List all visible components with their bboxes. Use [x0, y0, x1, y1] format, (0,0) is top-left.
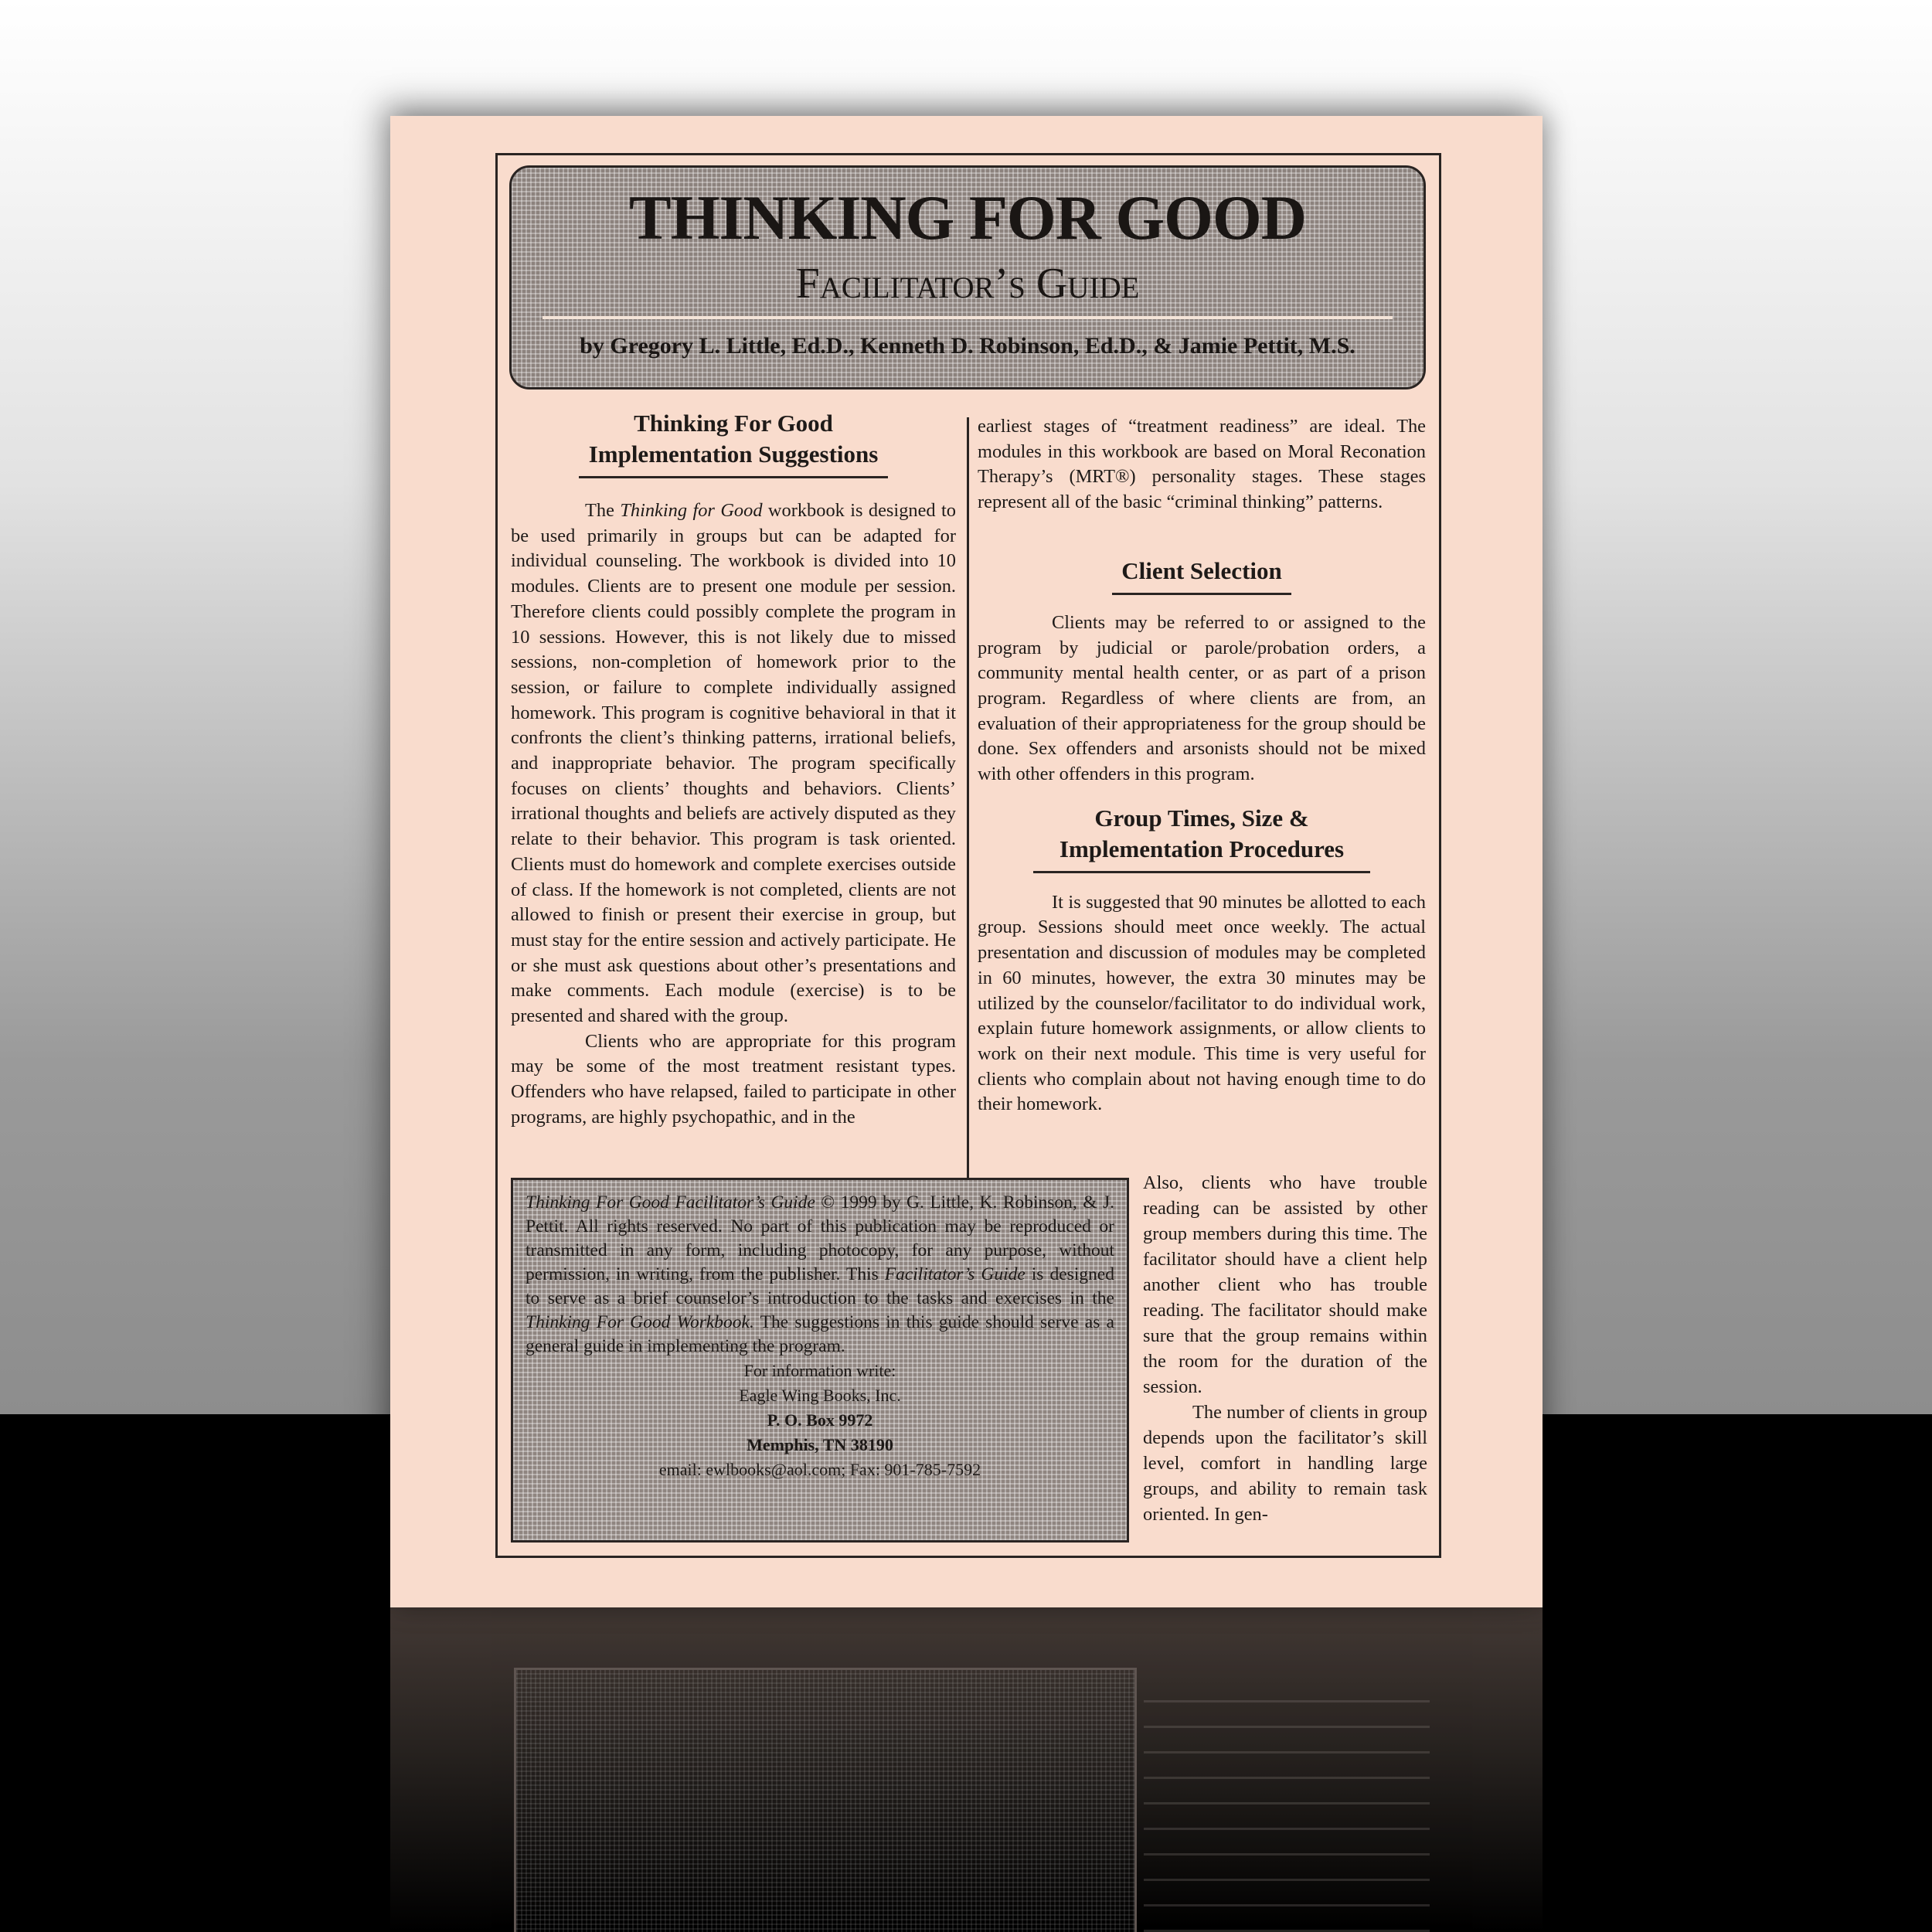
heading-line: Implementation Suggestions — [588, 440, 879, 468]
heading-underline — [1033, 871, 1370, 873]
page-reflection — [390, 1607, 1543, 1932]
contact-line: email: ewlbooks@aol.com; Fax: 901-785-7592 — [658, 1460, 981, 1479]
title-banner — [509, 165, 1426, 389]
po-box: P. O. Box 9972 — [767, 1410, 873, 1430]
text-run: is designed to serve as a brief counselor’s introduction to the tasks and exercises in the — [526, 1264, 1114, 1308]
wrapped-column-text — [1143, 1170, 1427, 1527]
city-line: Memphis, TN 38190 — [747, 1435, 893, 1454]
banner-divider — [543, 316, 1393, 319]
heading-line: Implementation Procedures — [1059, 835, 1345, 862]
document-subtitle: Facilitator’s Guide — [795, 260, 1140, 308]
body-paragraph: earliest stages of “treatment readiness” are ideal. The modules in this workbook are based on Moral Reconation Therapy’s (MRT®) personality stages. These stages represent all of the basic “criminal thinking” patterns. — [978, 416, 1426, 513]
info-line: For information write: — [743, 1361, 896, 1380]
reflection-box — [514, 1668, 1137, 1932]
text-run: The — [585, 500, 621, 521]
group-times-heading — [978, 803, 1426, 873]
text-run: The suggestions in this guide should serve as a general guide in implementing the program. — [526, 1312, 1114, 1356]
implementation-heading — [511, 408, 956, 478]
body-paragraph: Clients may be referred to or assigned to the program by judicial or parole/probation orders, a community mental health center, or as part of a prison program. Regardless of where clients are from, an evaluation of their appropriateness for the group should be done. Sex offenders and arsonists should not be mixed with other offenders in this program. — [978, 611, 1426, 785]
heading-underline — [1112, 593, 1291, 595]
document-title: THINKING FOR GOOD — [629, 182, 1306, 253]
text-run: workbook is designed to be used primarily in groups but can be adapted for individual counseling. The workbook is divided into 10 modules. Clients are to present one module per session. Therefore clients could possibly complete the program in 10 sessions. However, this is not likely due to missed sessions, non-completion of homework prior to the session, or failure to complete individually assigned homework. This program is cognitive behavioral in that it confronts the client’s thinking patterns, irrational beliefs, and inappropriate behavior. The program specifically focuses on clients’ thoughts and behaviors. Clients’ irrational thoughts and beliefs are actively disputed as they relate to their behavior. This program is task oriented. Clients must do homework and complete exercises outside of class. If the homework is not completed, clients are not allowed to finish or present their exercise in group, but must stay for the entire session and actively participate. He or she must ask questions about other’s presentations and make comments. Each module (exercise) is to be presented and shared with the group. — [511, 500, 956, 1027]
italic-text: Thinking for Good — [620, 500, 763, 521]
text-run: © 1999 by G. Little, K. Robinson, & J. Pettit. All rights reserved. No part of this publication may be reproduced or transmitted in any form, including photocopy, for any purpose, without permission, in writing, from the publisher. This — [526, 1192, 1114, 1284]
heading-underline — [579, 476, 888, 478]
publisher-name: Eagle Wing Books, Inc. — [739, 1386, 901, 1405]
document-page — [390, 116, 1543, 1607]
client-selection-heading — [978, 556, 1426, 595]
italic-text: Thinking For Good Facilitator’s Guide — [526, 1192, 815, 1213]
copyright-box — [511, 1178, 1129, 1543]
heading-line: Client Selection — [1121, 556, 1282, 584]
heading-line: Group Times, Size & — [1094, 804, 1309, 832]
italic-text: Facilitator’s Guide — [884, 1264, 1026, 1284]
body-paragraph — [511, 498, 956, 1029]
authors-line: by Gregory L. Little, Ed.D., Kenneth D. Robinson, Ed.D., & Jamie Pettit, M.S. — [580, 333, 1355, 359]
right-column — [978, 414, 1426, 1117]
italic-text: Thinking For Good Workbook. — [526, 1312, 754, 1332]
body-paragraph: Also, clients who have trouble reading can be assisted by other group members during this time. The facilitator should have a client help another client who has trouble reading. The facilitator should make sure that the group remains within the room for the duration of the session. — [1143, 1172, 1427, 1397]
heading-line: Thinking For Good — [634, 410, 833, 437]
column-divider — [967, 417, 969, 1287]
left-column — [511, 408, 956, 1131]
body-paragraph: Clients who are appropriate for this program may be some of the most treatment resistant types. Offenders who have relapsed, failed to participate in other programs, are highly psychopathic, and in the — [511, 1030, 956, 1128]
body-paragraph: The number of clients in group depends upon the facilitator’s skill level, comfort in handling large groups, and ability to remain task oriented. In gen- — [1143, 1402, 1427, 1525]
copyright-notice — [526, 1191, 1114, 1359]
body-paragraph: It is suggested that 90 minutes be allotted to each group. Sessions should meet once weekly. The actual presentation and discussion of modules may be completed in 60 minutes, however, the extra 30 minutes may be utilized by the counselor/facilitator to do individual work, explain future homework assignments, or allow clients to work on their next module. This time is very useful for clients who complain about not having enough time to do their homework. — [978, 891, 1426, 1115]
reflection-lines — [1144, 1677, 1430, 1932]
